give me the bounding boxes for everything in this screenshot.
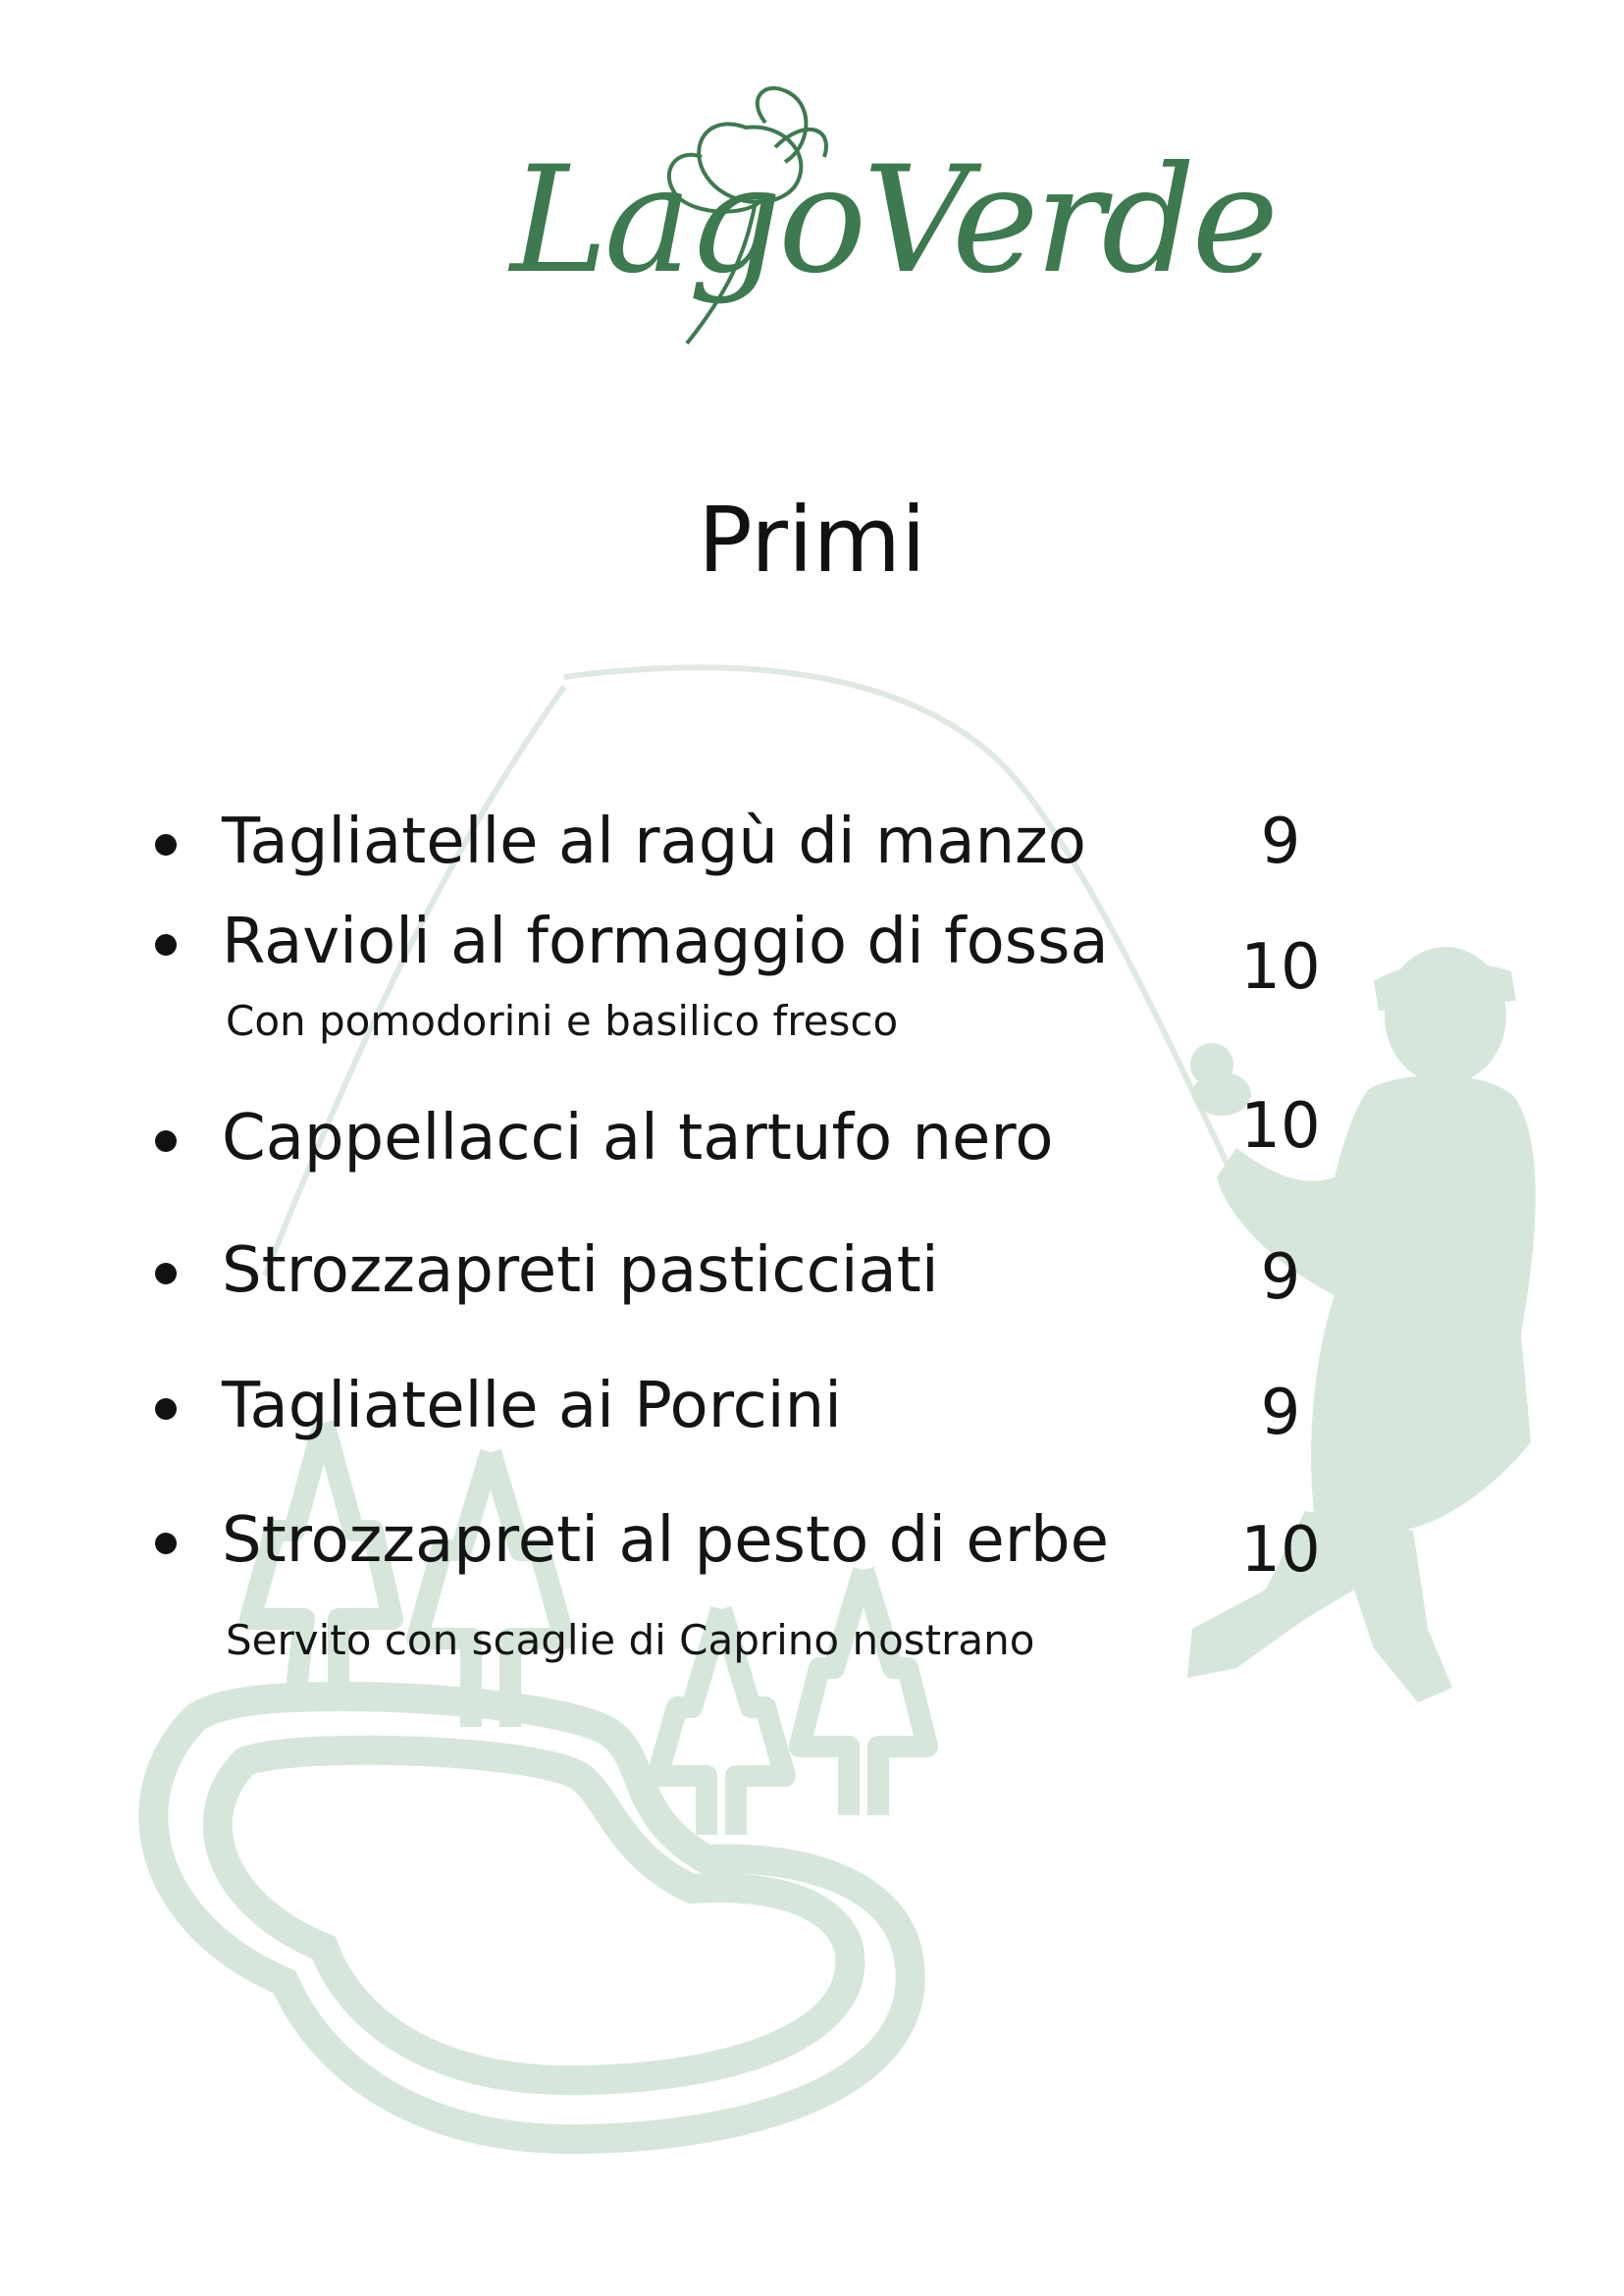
menu-item-price: 10 bbox=[1240, 1090, 1321, 1163]
restaurant-logo: LagoVerde bbox=[510, 135, 1276, 306]
bullet-icon bbox=[155, 1398, 177, 1420]
menu-item-price: 9 bbox=[1260, 1377, 1301, 1449]
menu-item-price: 10 bbox=[1240, 931, 1321, 1004]
menu-item-name: Strozzapreti pasticciati bbox=[222, 1234, 939, 1307]
menu-item-name: Tagliatelle al ragù di manzo bbox=[222, 806, 1086, 878]
page-title: Primi bbox=[698, 488, 926, 593]
menu-item-price: 9 bbox=[1260, 806, 1301, 878]
bullet-icon bbox=[155, 934, 177, 956]
menu-item-price: 10 bbox=[1240, 1514, 1321, 1587]
menu-item-name: Ravioli al formaggio di fossa bbox=[222, 906, 1109, 978]
menu-item-name: Tagliatelle ai Porcini bbox=[222, 1370, 842, 1442]
bullet-icon bbox=[155, 1533, 177, 1554]
bullet-icon bbox=[155, 834, 177, 856]
menu-item-description: Servito con scaglie di Caprino nostrano bbox=[226, 1616, 1035, 1664]
menu-item bbox=[155, 1099, 1333, 1177]
bullet-icon bbox=[155, 1130, 177, 1152]
menu-item-name: Strozzapreti al pesto di erbe bbox=[222, 1504, 1110, 1577]
menu-item bbox=[155, 903, 1333, 981]
menu-item bbox=[155, 1367, 1333, 1445]
menu-item bbox=[155, 1231, 1333, 1310]
menu-item-price: 9 bbox=[1260, 1241, 1301, 1314]
menu-item bbox=[155, 803, 1333, 881]
menu-item-description: Con pomodorini e basilico fresco bbox=[226, 997, 899, 1045]
lake-illustration bbox=[153, 1696, 910, 2139]
menu-item-name: Cappellacci al tartufo nero bbox=[222, 1102, 1054, 1174]
bullet-icon bbox=[155, 1263, 177, 1284]
menu-item bbox=[155, 1501, 1333, 1580]
